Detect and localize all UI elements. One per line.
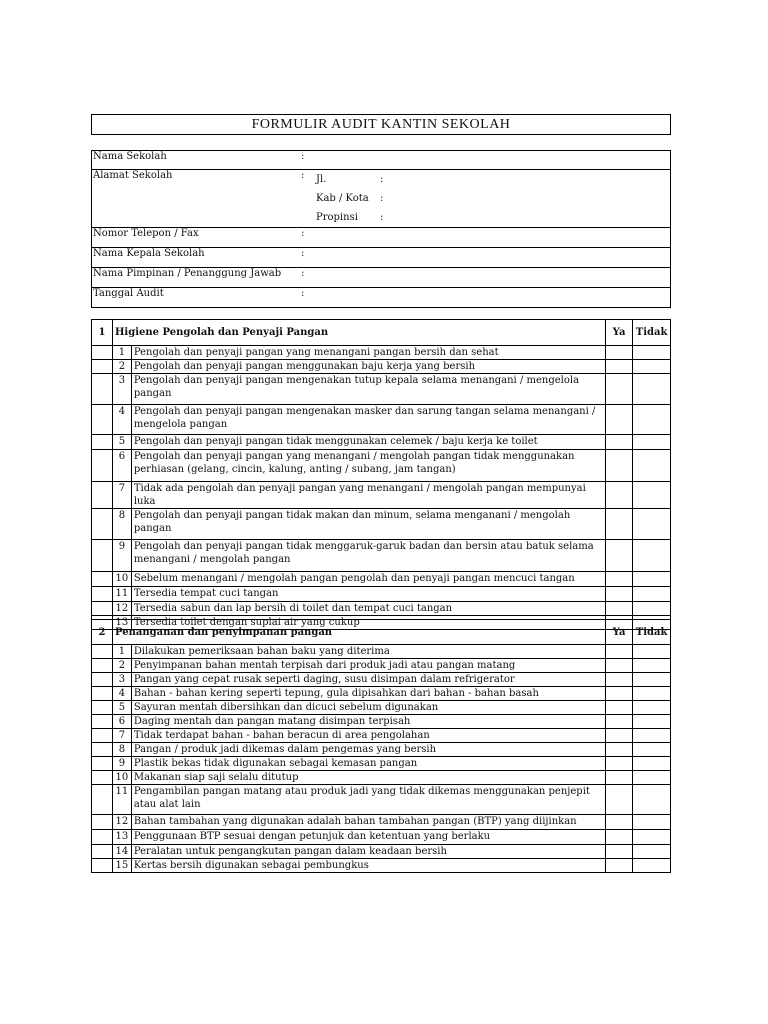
manager-label: Nama Pimpinan / Penanggung Jawab <box>92 268 301 288</box>
row-spacer <box>92 587 113 602</box>
ya-checkbox-cell[interactable] <box>605 715 632 729</box>
row-spacer <box>92 602 113 616</box>
ya-checkbox-cell[interactable] <box>605 687 632 701</box>
row-spacer <box>92 785 113 815</box>
tidak-checkbox-cell[interactable] <box>633 771 671 785</box>
item-number: 13 <box>112 830 131 845</box>
row-spacer <box>92 859 113 873</box>
colon: : <box>380 174 384 185</box>
tidak-checkbox-cell[interactable] <box>633 785 671 815</box>
item-number: 2 <box>112 360 131 374</box>
ya-checkbox-cell[interactable] <box>605 757 632 771</box>
checklist-row <box>92 435 671 450</box>
checklist-row <box>92 645 671 659</box>
manager-value[interactable] <box>315 268 671 288</box>
form-title: FORMULIR AUDIT KANTIN SEKOLAH <box>91 114 671 135</box>
item-number: 10 <box>112 771 131 785</box>
phone-value[interactable] <box>315 228 671 248</box>
tidak-header: Tidak <box>633 320 671 346</box>
tidak-checkbox-cell[interactable] <box>633 673 671 687</box>
item-number: 9 <box>112 757 131 771</box>
ya-checkbox-cell[interactable] <box>605 771 632 785</box>
checklist-row <box>92 859 671 873</box>
tidak-checkbox-cell[interactable] <box>633 687 671 701</box>
item-number: 5 <box>112 701 131 715</box>
row-spacer <box>92 815 113 830</box>
ya-checkbox-cell[interactable] <box>605 815 632 830</box>
checklist-row <box>92 729 671 743</box>
item-number: 8 <box>112 509 131 540</box>
section-2-checklist <box>91 619 671 873</box>
row-spacer <box>92 645 113 659</box>
row-spacer <box>92 701 113 715</box>
school-name-label: Nama Sekolah <box>92 151 301 170</box>
address-province-line <box>316 208 670 227</box>
checklist-row <box>92 771 671 785</box>
item-text: Penggunaan BTP sesuai dengan petunjuk dan ketentuan yang berlaku <box>131 830 605 845</box>
row-spacer <box>92 509 113 540</box>
tidak-checkbox-cell[interactable] <box>633 715 671 729</box>
ya-checkbox-cell[interactable] <box>605 405 632 435</box>
item-text: Tersedia sabun dan lap bersih di toilet dan tempat cuci tangan <box>131 602 605 616</box>
checklist-row <box>92 509 671 540</box>
tidak-checkbox-cell[interactable] <box>633 346 671 360</box>
school-address-value[interactable] <box>315 170 671 228</box>
checklist-row <box>92 845 671 859</box>
section-title: Penanganan dan penyimpanan pangan <box>112 620 605 645</box>
item-number: 11 <box>112 587 131 602</box>
checklist-row <box>92 687 671 701</box>
school-name-value[interactable] <box>315 151 671 170</box>
item-number: 12 <box>112 602 131 616</box>
row-spacer <box>92 572 113 587</box>
colon: : <box>380 212 384 223</box>
tidak-checkbox-cell[interactable] <box>633 587 671 602</box>
ya-header: Ya <box>605 620 632 645</box>
ya-checkbox-cell[interactable] <box>605 659 632 673</box>
item-text: Penyimpanan bahan mentah terpisah dari produk jadi atau pangan matang <box>131 659 605 673</box>
checklist-row <box>92 743 671 757</box>
tidak-checkbox-cell[interactable] <box>633 701 671 715</box>
section-number: 2 <box>92 620 113 645</box>
ya-checkbox-cell[interactable] <box>605 587 632 602</box>
checklist-row <box>92 587 671 602</box>
ya-checkbox-cell[interactable] <box>605 509 632 540</box>
tidak-checkbox-cell[interactable] <box>633 757 671 771</box>
checklist-row <box>92 572 671 587</box>
section-title: Higiene Pengolah dan Penyaji Pangan <box>112 320 605 346</box>
tidak-checkbox-cell[interactable] <box>633 360 671 374</box>
school-identity-table <box>91 150 671 308</box>
address-city-line <box>316 189 670 208</box>
row-spacer <box>92 360 113 374</box>
audit-date-label: Tanggal Audit <box>92 288 301 308</box>
checklist-row <box>92 659 671 673</box>
ya-checkbox-cell[interactable] <box>605 830 632 845</box>
item-text: Pengolah dan penyaji pangan tidak makan dan minum, selama menganani / mengolah pangan <box>131 509 605 540</box>
row-spacer <box>92 540 113 572</box>
city-label: Kab / Kota <box>316 193 369 204</box>
principal-label: Nama Kepala Sekolah <box>92 248 301 268</box>
colon: : <box>300 288 315 308</box>
ya-checkbox-cell[interactable] <box>605 729 632 743</box>
item-text: Tidak ada pengolah dan penyaji pangan yang menangani / mengolah pangan mempunyai luka <box>131 482 605 509</box>
row-spacer <box>92 757 113 771</box>
colon: : <box>300 228 315 248</box>
item-text: Pangan yang cepat rusak seperti daging, susu disimpan dalam refrigerator <box>131 673 605 687</box>
item-number: 11 <box>112 785 131 815</box>
item-number: 12 <box>112 815 131 830</box>
row-spacer <box>92 659 113 673</box>
section-1-checklist <box>91 319 671 630</box>
item-text: Bahan - bahan kering seperti tepung, gula dipisahkan dari bahan - bahan basah <box>131 687 605 701</box>
ya-checkbox-cell[interactable] <box>605 450 632 482</box>
phone-label: Nomor Telepon / Fax <box>92 228 301 248</box>
school-address-label: Alamat Sekolah <box>92 170 301 228</box>
colon: : <box>300 170 315 228</box>
item-number: 4 <box>112 687 131 701</box>
ya-header: Ya <box>605 320 632 346</box>
tidak-checkbox-cell[interactable] <box>633 405 671 435</box>
row-spacer <box>92 743 113 757</box>
item-text: Tersedia tempat cuci tangan <box>131 587 605 602</box>
item-text: Pengolah dan penyaji pangan menggunakan baju kerja yang bersih <box>131 360 605 374</box>
item-text: Kertas bersih digunakan sebagai pembungkus <box>131 859 605 873</box>
item-text: Peralatan untuk pengangkutan pangan dalam keadaan bersih <box>131 845 605 859</box>
tidak-checkbox-cell[interactable] <box>633 482 671 509</box>
ya-checkbox-cell[interactable] <box>605 435 632 450</box>
row-spacer <box>92 771 113 785</box>
row-spacer <box>92 374 113 405</box>
tidak-header: Tidak <box>633 620 671 645</box>
ya-checkbox-cell[interactable] <box>605 374 632 405</box>
checklist-row <box>92 673 671 687</box>
address-street-line <box>316 170 670 189</box>
item-number: 13 <box>112 616 131 630</box>
item-text: Sebelum menangani / mengolah pangan pengolah dan penyaji pangan mencuci tangan <box>131 572 605 587</box>
item-text: Plastik bekas tidak digunakan sebagai kemasan pangan <box>131 757 605 771</box>
tidak-checkbox-cell[interactable] <box>633 645 671 659</box>
checklist-row <box>92 815 671 830</box>
checklist-row <box>92 482 671 509</box>
tidak-checkbox-cell[interactable] <box>633 743 671 757</box>
item-number: 7 <box>112 729 131 743</box>
row-spacer <box>92 450 113 482</box>
item-text: Pengolah dan penyaji pangan yang menangani / mengolah pangan tidak menggunakan perhiasan (gelang, cincin, kalung, anting / subang, jam tangan) <box>131 450 605 482</box>
ya-checkbox-cell[interactable] <box>605 845 632 859</box>
item-number: 7 <box>112 482 131 509</box>
checklist-row <box>92 785 671 815</box>
checklist-row <box>92 405 671 435</box>
ya-checkbox-cell[interactable] <box>605 743 632 757</box>
tidak-checkbox-cell[interactable] <box>633 450 671 482</box>
ya-checkbox-cell[interactable] <box>605 360 632 374</box>
checklist-row <box>92 830 671 845</box>
checklist-row <box>92 360 671 374</box>
tidak-checkbox-cell[interactable] <box>633 435 671 450</box>
item-text: Pengolah dan penyaji pangan mengenakan masker dan sarung tangan selama menangani / mengelola pangan <box>131 405 605 435</box>
item-number: 1 <box>112 645 131 659</box>
item-text: Tidak terdapat bahan - bahan beracun di area pengolahan <box>131 729 605 743</box>
colon: : <box>380 193 384 204</box>
row-spacer <box>92 346 113 360</box>
checklist-row <box>92 374 671 405</box>
item-number: 8 <box>112 743 131 757</box>
row-spacer <box>92 830 113 845</box>
item-text: Sayuran mentah dibersihkan dan dicuci sebelum digunakan <box>131 701 605 715</box>
section-number: 1 <box>92 320 113 346</box>
item-text: Pengambilan pangan matang atau produk jadi yang tidak dikemas menggunakan penjepit atau alat lain <box>131 785 605 815</box>
item-text: Pengolah dan penyaji pangan mengenakan tutup kepala selama menangani / mengelola pangan <box>131 374 605 405</box>
item-number: 15 <box>112 859 131 873</box>
tidak-checkbox-cell[interactable] <box>633 845 671 859</box>
tidak-checkbox-cell[interactable] <box>633 830 671 845</box>
ya-checkbox-cell[interactable] <box>605 482 632 509</box>
row-spacer <box>92 673 113 687</box>
item-number: 2 <box>112 659 131 673</box>
tidak-checkbox-cell[interactable] <box>633 602 671 616</box>
item-number: 6 <box>112 450 131 482</box>
checklist-row <box>92 715 671 729</box>
tidak-checkbox-cell[interactable] <box>633 815 671 830</box>
item-text: Bahan tambahan yang digunakan adalah bahan tambahan pangan (BTP) yang diijinkan <box>131 815 605 830</box>
item-number: 3 <box>112 673 131 687</box>
row-spacer <box>92 845 113 859</box>
item-text: Pengolah dan penyaji pangan tidak menggaruk-garuk badan dan bersin atau batuk selama menangani / mengolah pangan <box>131 540 605 572</box>
item-text: Pengolah dan penyaji pangan yang menangani pangan bersih dan sehat <box>131 346 605 360</box>
item-text: Pengolah dan penyaji pangan tidak menggunakan celemek / baju kerja ke toilet <box>131 435 605 450</box>
item-text: Makanan siap saji selalu ditutup <box>131 771 605 785</box>
checklist-row <box>92 346 671 360</box>
checklist-row <box>92 701 671 715</box>
ya-checkbox-cell[interactable] <box>605 701 632 715</box>
audit-date-value[interactable] <box>315 288 671 308</box>
row-spacer <box>92 687 113 701</box>
checklist-row <box>92 540 671 572</box>
tidak-checkbox-cell[interactable] <box>633 374 671 405</box>
item-text: Pangan / produk jadi dikemas dalam pengemas yang bersih <box>131 743 605 757</box>
colon: : <box>300 151 315 170</box>
tidak-checkbox-cell[interactable] <box>633 859 671 873</box>
row-spacer <box>92 482 113 509</box>
tidak-checkbox-cell[interactable] <box>633 509 671 540</box>
item-number: 9 <box>112 540 131 572</box>
row-spacer <box>92 715 113 729</box>
ya-checkbox-cell[interactable] <box>605 673 632 687</box>
checklist-row <box>92 450 671 482</box>
tidak-checkbox-cell[interactable] <box>633 729 671 743</box>
item-number: 6 <box>112 715 131 729</box>
item-text: Dilakukan pemeriksaan bahan baku yang diterima <box>131 645 605 659</box>
tidak-checkbox-cell[interactable] <box>633 572 671 587</box>
ya-checkbox-cell[interactable] <box>605 859 632 873</box>
row-spacer <box>92 405 113 435</box>
item-number: 3 <box>112 374 131 405</box>
ya-checkbox-cell[interactable] <box>605 540 632 572</box>
checklist-row <box>92 757 671 771</box>
ya-checkbox-cell[interactable] <box>605 572 632 587</box>
province-label: Propinsi <box>316 212 358 223</box>
item-number: 4 <box>112 405 131 435</box>
checklist-row <box>92 602 671 616</box>
ya-checkbox-cell[interactable] <box>605 785 632 815</box>
item-number: 5 <box>112 435 131 450</box>
street-label: Jl. <box>316 174 327 185</box>
colon: : <box>300 268 315 288</box>
ya-checkbox-cell[interactable] <box>605 602 632 616</box>
ya-checkbox-cell[interactable] <box>605 645 632 659</box>
item-text: Tersedia toilet dengan suplai air yang cukup <box>131 616 605 630</box>
principal-value[interactable] <box>315 248 671 268</box>
row-spacer <box>92 435 113 450</box>
tidak-checkbox-cell[interactable] <box>633 540 671 572</box>
ya-checkbox-cell[interactable] <box>605 346 632 360</box>
item-number: 10 <box>112 572 131 587</box>
colon: : <box>300 248 315 268</box>
item-number: 14 <box>112 845 131 859</box>
item-text: Daging mentah dan pangan matang disimpan terpisah <box>131 715 605 729</box>
item-number: 1 <box>112 346 131 360</box>
row-spacer <box>92 729 113 743</box>
tidak-checkbox-cell[interactable] <box>633 659 671 673</box>
